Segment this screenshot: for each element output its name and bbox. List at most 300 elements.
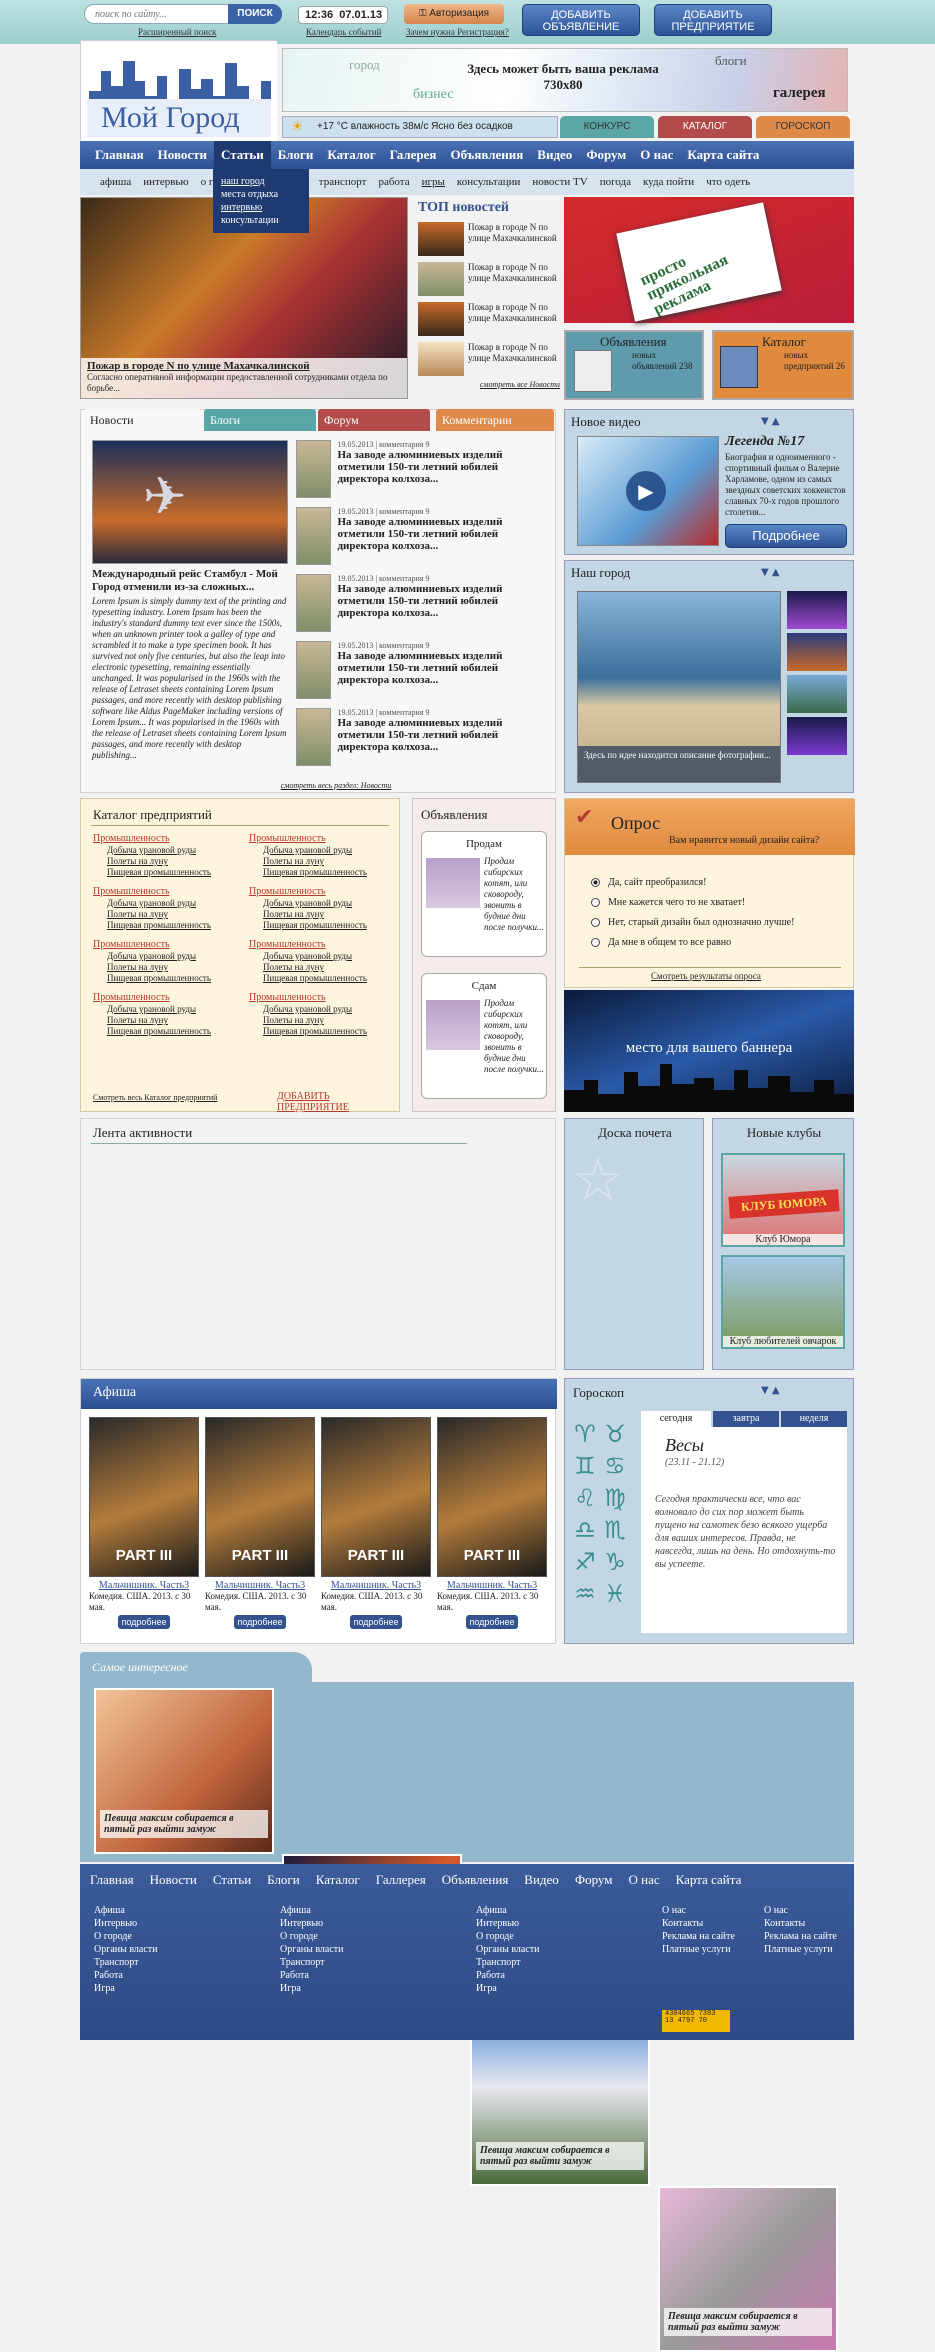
horoscope-title: Гороскоп (573, 1385, 625, 1400)
top-news (418, 200, 560, 400)
site-logo[interactable] (80, 40, 276, 140)
dropdown-item[interactable]: интервью (221, 202, 263, 213)
ad-word-business: бизнес (413, 87, 454, 102)
footer-link[interactable]: Транспорт (94, 1957, 139, 1968)
weather-text: +17 °C влажность 38м/с Ясно без осадков (317, 121, 513, 132)
interesting-item[interactable] (658, 2186, 838, 2352)
top-news-item[interactable]: Пожар в городе N по улице Махачкалинской (468, 342, 557, 363)
movie-title[interactable]: Мальчишник. Часть3 (98, 1580, 190, 1591)
tab-blogs[interactable]: Блоги (204, 409, 316, 431)
footer-link[interactable]: Интервью (280, 1918, 324, 1929)
poll-option-label: Да, сайт преобразился! (608, 877, 707, 888)
movie-desc: Комедия. США. 2013. с 30 мая. (321, 1591, 423, 1612)
movie-title[interactable]: Мальчишник. Часть3 (330, 1580, 422, 1591)
afisha-panel (80, 1378, 556, 1644)
add-company-button[interactable]: ДОБАВИТЬ ПРЕДПРИЯТИЕ (654, 4, 772, 36)
search-input[interactable] (85, 5, 225, 23)
main-nav (80, 141, 854, 169)
footer-nav (80, 1864, 854, 1888)
news-title[interactable]: На заводе алюминиевых изделий отметили 150-ти летний юбилей директора колхоза... (337, 650, 503, 686)
announcement-thumb[interactable] (426, 858, 480, 908)
poll-option-label: Да мне в общем то все равно (608, 937, 732, 948)
zodiac-grid (571, 1419, 635, 1609)
poll-option[interactable] (591, 877, 794, 888)
more-button[interactable]: подробнее (350, 1615, 402, 1629)
footer-link[interactable]: О нас (764, 1905, 788, 1916)
news-meta: 19.05.2013 | комментария 9 (337, 574, 430, 583)
catalog-sub[interactable]: Пищевая промышленность (263, 920, 367, 930)
movie-title[interactable]: Мальчишник. Часть3 (214, 1580, 306, 1591)
nav-home[interactable]: Главная (95, 147, 144, 162)
news-title[interactable]: На заводе алюминиевых изделий отметили 150-ти летний юбилей директора колхоза... (337, 583, 503, 619)
footer-col-3 (476, 1904, 540, 1995)
interesting-item[interactable] (94, 1688, 274, 1854)
movie-poster[interactable] (437, 1417, 547, 1577)
news-thumb[interactable] (418, 262, 464, 296)
footer-col-4 (662, 1904, 735, 1956)
calendar-link[interactable]: Календарь событий (306, 27, 382, 37)
news-thumb[interactable] (296, 708, 331, 766)
main-news-title[interactable]: Международный рейс Стамбул - Мой Город отменили из-за сложных... (92, 568, 278, 593)
footer-link[interactable]: Органы власти (280, 1944, 344, 1955)
poll-options (591, 877, 794, 957)
video-thumbnail[interactable] (577, 436, 719, 546)
catalog-sub[interactable]: Добыча урановой руды (107, 898, 197, 908)
footer-link[interactable]: Органы власти (94, 1944, 158, 1955)
nav-news[interactable]: Новости (157, 147, 208, 162)
honor-board-panel (564, 1118, 704, 1370)
footer-link[interactable]: Интервью (94, 1918, 138, 1929)
news-item[interactable] (296, 708, 550, 766)
logo-text: Мой Город (101, 101, 240, 134)
city-title: Наш город (571, 565, 631, 580)
afisha-item[interactable] (89, 1417, 199, 1629)
subnav-item[interactable]: транспорт (318, 176, 367, 188)
catalog-sub[interactable]: Полеты на луну (263, 856, 324, 866)
banner-placeholder[interactable] (564, 990, 854, 1112)
video-panel (564, 409, 854, 555)
announcement-text: Продам сибирских котят, или сковороду, звонить в будние дни после получки... (484, 856, 544, 932)
city-thumb[interactable] (787, 591, 847, 629)
catalog-category[interactable]: Промышленность (249, 992, 326, 1003)
news-meta: 19.05.2013 | комментария 9 (337, 641, 430, 650)
poll-results-link[interactable]: Смотреть результаты опроса (651, 971, 761, 981)
ad-word-blogs: блоги (715, 53, 747, 68)
interesting-caption[interactable]: Певица максим собирается в пятый раз выйти замуж (100, 1810, 268, 1838)
tab-horoscope[interactable]: ГОРОСКОП (756, 116, 850, 138)
catalog-box-text: новых предприятий 26 (784, 350, 845, 371)
footer-nav-item[interactable]: Карта сайта (675, 1872, 742, 1887)
header-ad-banner[interactable] (282, 48, 848, 112)
catalog-sub[interactable]: Полеты на луну (107, 962, 168, 972)
poster-label: PART III (463, 1547, 521, 1564)
catalog-sub[interactable]: Пищевая промышленность (263, 867, 367, 877)
gemini-icon[interactable]: ♊ (574, 1452, 596, 1480)
news-thumb[interactable] (296, 574, 331, 632)
news-title[interactable]: На заводе алюминиевых изделий отметили 150-ти летний юбилей директора колхоза... (337, 516, 503, 552)
video-name[interactable]: Легенда №17 (725, 434, 805, 449)
radio-button[interactable] (591, 918, 600, 927)
tab-news[interactable]: Новости (84, 409, 202, 431)
subnav-item[interactable]: афиша (100, 176, 132, 188)
movie-poster[interactable] (89, 1417, 199, 1577)
advanced-search-link[interactable]: Расширенный поиск (138, 27, 217, 37)
arrows-icon[interactable]: ▼ ▲ (761, 1385, 780, 1396)
time: 12:36 (305, 9, 334, 21)
footer-link[interactable]: О городе (280, 1931, 318, 1942)
poll-panel (564, 798, 854, 988)
nav-about[interactable]: О нас (640, 147, 674, 162)
catalog-category[interactable]: Промышленность (93, 833, 170, 844)
footer-nav-item[interactable]: О нас (628, 1872, 660, 1887)
subnav-item[interactable]: о г (200, 176, 214, 188)
tab-contest[interactable]: КОНКУРС (560, 116, 654, 138)
club-logo-text: КЛУБ ЮМОРА (728, 1189, 839, 1219)
auth-button[interactable] (404, 4, 504, 24)
afisha-header (81, 1379, 557, 1409)
catalog-sub[interactable]: Добыча урановой руды (107, 951, 197, 961)
weather-bar (282, 116, 558, 138)
catalog-sub[interactable]: Пищевая промышленность (263, 1026, 367, 1036)
aries-icon[interactable]: ♈ (574, 1420, 596, 1448)
footer-link[interactable]: Реклама на сайте (764, 1931, 837, 1942)
ads-box[interactable] (564, 330, 704, 400)
footer-nav-item[interactable]: Форум (574, 1872, 613, 1887)
ad-line2: 730х80 (543, 77, 583, 92)
dropdown-item[interactable]: наш город (221, 176, 265, 187)
magnifier-icon (574, 350, 612, 392)
news-thumb[interactable] (296, 440, 331, 498)
ad-word-city: город (349, 57, 380, 72)
horoscope-sign: Весы (665, 1435, 704, 1455)
subnav-item[interactable]: новости TV (532, 176, 588, 188)
tab-catalog[interactable]: КАТАЛОГ (658, 116, 752, 138)
footer-link[interactable]: Транспорт (280, 1957, 325, 1968)
nav-gallery[interactable]: Галерея (389, 147, 437, 162)
buildings-icon (720, 346, 758, 388)
movie-poster[interactable] (205, 1417, 315, 1577)
articles-dropdown (213, 169, 309, 233)
news-thumb[interactable] (296, 507, 331, 565)
footer-link[interactable]: О городе (94, 1931, 132, 1942)
catalog-sub[interactable]: Полеты на луну (263, 1015, 324, 1025)
catalog-category[interactable]: Промышленность (249, 886, 326, 897)
catalog-sub[interactable]: Полеты на луну (107, 856, 168, 866)
movie-desc: Комедия. США. 2013. с 30 мая. (205, 1591, 307, 1612)
subnav-item[interactable]: погода (599, 176, 631, 188)
announcement-label: Сдам (471, 980, 497, 992)
club-card[interactable] (721, 1153, 845, 1247)
hero-title[interactable]: Пожар в городе N по улице Махачкалинской (87, 360, 310, 372)
announcements-title: Объявления (421, 807, 488, 822)
poster-label: PART III (347, 1547, 405, 1564)
news-thumb[interactable] (418, 302, 464, 336)
catalog-category[interactable]: Промышленность (93, 886, 170, 897)
more-button[interactable]: подробнее (234, 1615, 286, 1629)
subnav-item[interactable]: интервью (143, 176, 189, 188)
libra-icon[interactable]: ♎ (574, 1516, 596, 1544)
tab-forum[interactable]: Форум (318, 409, 430, 431)
news-item[interactable] (296, 507, 550, 565)
aquarius-icon[interactable]: ♒ (574, 1580, 596, 1608)
club-name: Клуб любителей овчарок (723, 1336, 843, 1347)
promo-text: просто прикольная реклама (637, 251, 731, 319)
poll-header (565, 799, 855, 855)
tab-comments[interactable]: Комментарии (436, 409, 554, 431)
catalog-sub[interactable]: Пищевая промышленность (107, 1026, 211, 1036)
top-news-title: ТОП новостей (418, 200, 509, 215)
news-title[interactable]: На заводе алюминиевых изделий отметили 150-ти летний юбилей директора колхоза... (337, 717, 503, 753)
announcement-label: Продам (465, 838, 503, 850)
city-thumb[interactable] (787, 675, 847, 713)
subnav-item[interactable]: игры (421, 176, 445, 188)
sagittarius-icon[interactable]: ♐ (574, 1548, 596, 1576)
top-news-see-all[interactable]: смотреть все Новости (479, 380, 560, 389)
top-news-item[interactable]: Пожар в городе N по улице Махачкалинской (468, 302, 557, 323)
nav-catalog[interactable]: Каталог (327, 147, 376, 162)
catalog-sub[interactable]: Добыча урановой руды (107, 1004, 197, 1014)
radio-button[interactable] (591, 898, 600, 907)
skyline-silhouette (564, 1050, 854, 1112)
subnav-item[interactable]: консультации (456, 176, 521, 188)
nav-video[interactable]: Видео (537, 147, 573, 162)
footer-nav-item[interactable]: Каталог (315, 1872, 360, 1887)
footer-nav-item[interactable]: Галлерея (375, 1872, 426, 1887)
catalog-sub[interactable]: Добыча урановой руды (263, 845, 353, 855)
footer-link[interactable]: О нас (662, 1905, 686, 1916)
city-thumb[interactable] (787, 717, 847, 755)
catalog-sub[interactable]: Полеты на луну (107, 909, 168, 919)
radio-button[interactable] (591, 938, 600, 947)
catalog-sub[interactable]: Пищевая промышленность (107, 867, 211, 877)
news-thumb[interactable] (296, 641, 331, 699)
catalog-category[interactable]: Промышленность (93, 992, 170, 1003)
catalog-box[interactable] (712, 330, 854, 400)
catalog-category[interactable]: Промышленность (249, 833, 326, 844)
footer-link[interactable]: Афиша (280, 1905, 311, 1916)
catalog-add-link[interactable]: ДОБАВИТЬ ПРЕДПРИЯТИЕ (277, 1091, 349, 1113)
footer-link[interactable]: Игра (476, 1983, 497, 1994)
nav-articles[interactable]: Статьи (214, 141, 271, 169)
afisha-item[interactable] (205, 1417, 315, 1629)
footer-col-1 (94, 1904, 158, 1995)
nav-forum[interactable]: Форум (586, 147, 627, 162)
news-thumb[interactable] (418, 222, 464, 256)
footer-link[interactable]: Контакты (764, 1918, 806, 1929)
horoscope-content (641, 1427, 847, 1633)
announcements-panel (412, 798, 556, 1112)
why-register-link[interactable]: Зачем нужна Регистрация? (406, 27, 509, 37)
news-item[interactable] (296, 574, 550, 632)
catalog-sub[interactable]: Добыча урановой руды (263, 1004, 353, 1014)
activity-panel (80, 1118, 556, 1370)
catalog-category[interactable]: Промышленность (93, 939, 170, 950)
city-thumb[interactable] (787, 633, 847, 671)
site-counter[interactable]: 4304665 7383 13 4797 70 (662, 2010, 730, 2032)
catalog-sub[interactable]: Добыча урановой руды (107, 845, 197, 855)
cancer-icon[interactable]: ♋ (604, 1452, 626, 1480)
horoscope-text: Сегодня практически все, что вас волновало до сих пор может быть пущено на самотек безо всякого ущерба для ваших интересов. Правда, не навсегда, лишь на день. Но отдохнуть-то вы успеете. (655, 1494, 836, 1570)
more-button[interactable]: подробнее (466, 1615, 518, 1629)
footer-link[interactable]: Игра (280, 1983, 301, 1994)
more-button[interactable]: подробнее (118, 1615, 170, 1629)
horoscope-tab-tomorrow[interactable]: завтра (713, 1411, 779, 1427)
honor-board-title: Доска почета (598, 1125, 672, 1140)
news-list (296, 440, 550, 775)
footer-nav-item[interactable]: Видео (524, 1872, 559, 1887)
news-title[interactable]: На заводе алюминиевых изделий отметили 150-ти летний юбилей директора колхоза... (337, 449, 503, 485)
ads-box-title: Объявления (600, 334, 667, 349)
footer-link[interactable]: Афиша (476, 1905, 507, 1916)
catalog-panel (80, 798, 400, 1112)
news-see-all[interactable]: смотреть весь раздел: Новости (280, 781, 392, 790)
poster-label: PART III (231, 1547, 289, 1564)
catalog-sub[interactable]: Полеты на луну (107, 1015, 168, 1025)
footer-link[interactable]: Реклама на сайте (662, 1931, 735, 1942)
poll-question: Вам нравится новый дизайн сайта? (669, 835, 820, 846)
footer-link[interactable]: Органы власти (476, 1944, 540, 1955)
arrows-icon[interactable]: ▼ ▲ (761, 416, 780, 427)
catalog-sub[interactable]: Пищевая промышленность (107, 973, 211, 983)
top-news-item[interactable]: Пожар в городе N по улице Махачкалинской (468, 262, 557, 283)
footer-nav-item[interactable]: Статьи (212, 1872, 252, 1887)
footer-link[interactable]: Игра (94, 1983, 115, 1994)
catalog-title: Каталог предприятий (93, 807, 212, 822)
nav-sitemap[interactable]: Карта сайта (687, 147, 760, 162)
club-name: Клуб Юмора (723, 1234, 843, 1245)
footer-nav-item[interactable]: Объявления (441, 1872, 509, 1887)
auth-label: Авторизация (429, 8, 490, 19)
horoscope-tab-today[interactable]: сегодня (641, 1411, 711, 1427)
virgo-icon[interactable]: ♍ (604, 1484, 626, 1512)
club-card[interactable] (721, 1255, 845, 1349)
clock (298, 6, 388, 24)
city-photo[interactable] (577, 591, 781, 783)
footer-nav-item[interactable]: Блоги (267, 1872, 300, 1887)
footer-col-5 (764, 1904, 837, 1956)
footer-link[interactable]: Транспорт (476, 1957, 521, 1968)
promo-banner[interactable] (564, 197, 854, 323)
checkmark-icon: ✔ (575, 805, 594, 830)
banner-text: место для вашего баннера (625, 1040, 793, 1056)
dropdown-item[interactable]: места отдыха (221, 189, 279, 200)
main-news-image[interactable] (92, 440, 288, 564)
search-button[interactable]: ПОИСК (228, 4, 282, 24)
catalog-box-title: Каталог (762, 334, 806, 349)
horoscope-tab-week[interactable]: неделя (781, 1411, 847, 1427)
add-ad-button[interactable]: ДОБАВИТЬ ОБЪЯВЛЕНИЕ (522, 4, 640, 36)
leo-icon[interactable]: ♌ (574, 1484, 596, 1512)
top-news-item[interactable]: Пожар в городе N по улице Махачкалинской (468, 222, 557, 243)
catalog-sub[interactable]: Полеты на луну (263, 909, 324, 919)
news-item[interactable] (296, 641, 550, 699)
activity-title: Лента активности (93, 1125, 193, 1140)
footer-link[interactable]: Интервью (476, 1918, 520, 1929)
footer-link[interactable]: Работа (476, 1970, 505, 1981)
star-icon: ☆ (571, 1145, 625, 1215)
taurus-icon[interactable]: ♉ (604, 1420, 626, 1448)
news-meta: 19.05.2013 | комментария 9 (337, 708, 430, 717)
poll-option-label: Мне кажется чего то не хватает! (608, 897, 746, 908)
scorpio-icon[interactable]: ♏ (604, 1516, 626, 1544)
footer-link[interactable]: Платные услуги (764, 1944, 833, 1955)
news-thumb[interactable] (418, 342, 464, 376)
poll-option[interactable] (591, 897, 794, 908)
footer-link[interactable]: Работа (280, 1970, 309, 1981)
footer-col-2 (280, 1904, 344, 1995)
footer-link[interactable]: Афиша (94, 1905, 125, 1916)
news-meta: 19.05.2013 | комментария 9 (337, 440, 430, 449)
movie-poster[interactable] (321, 1417, 431, 1577)
news-meta: 19.05.2013 | комментария 9 (337, 507, 430, 516)
footer (80, 1864, 854, 2040)
catalog-sub[interactable]: Полеты на луну (263, 962, 324, 972)
clubs-panel (712, 1118, 854, 1370)
announcement-thumb[interactable] (426, 1000, 480, 1050)
ads-box-text: новых объявлений 238 (632, 350, 693, 371)
nav-ads[interactable]: Объявления (450, 147, 524, 162)
catalog-col-2 (249, 833, 397, 1037)
subnav-item[interactable]: работа (378, 176, 410, 188)
radio-button[interactable] (591, 878, 600, 887)
catalog-sub[interactable]: Добыча урановой руды (263, 898, 353, 908)
weather-icon: ☀ (291, 119, 304, 135)
video-more-button[interactable]: Подробнее (725, 524, 847, 548)
movie-title[interactable]: Мальчишник. Часть3 (446, 1580, 538, 1591)
capricorn-icon[interactable]: ♑ (604, 1548, 626, 1576)
afisha-item[interactable] (437, 1417, 547, 1629)
catalog-see-all[interactable]: Смотреть весь Каталог предприятий (93, 1093, 218, 1102)
catalog-sub[interactable]: Пищевая промышленность (263, 973, 367, 983)
key-icon: ⚿ (418, 8, 427, 19)
ad-word-gallery: галерея (773, 85, 826, 101)
subnav-item[interactable]: куда пойти (642, 176, 695, 188)
interesting-item[interactable] (470, 2020, 650, 2186)
dropdown-item[interactable]: консультации (221, 215, 279, 226)
footer-nav-item[interactable]: Новости (149, 1872, 197, 1887)
arrows-icon[interactable]: ▼ ▲ (761, 567, 780, 578)
announcement-card[interactable] (421, 831, 547, 957)
video-text: Биография и одноименного - спортивный фильм о Валерие Харламове, одном из самых звездных советских хоккеистов славных 70-х годов прошлого столетия... (725, 452, 846, 517)
subnav-item[interactable]: что одеть (706, 176, 751, 188)
poll-option-label: Нет, старый дизайн был однозначно лучше! (608, 917, 795, 928)
catalog-category[interactable]: Промышленность (249, 939, 326, 950)
catalog-col-1 (93, 833, 241, 1037)
news-item[interactable] (296, 440, 550, 498)
catalog-sub[interactable]: Добыча урановой руды (263, 951, 353, 961)
afisha-item[interactable] (321, 1417, 431, 1629)
footer-link[interactable]: О городе (476, 1931, 514, 1942)
poll-option[interactable] (591, 917, 794, 928)
catalog-sub[interactable]: Пищевая промышленность (107, 920, 211, 930)
city-panel (564, 560, 854, 793)
play-icon[interactable]: ▶ (626, 471, 666, 511)
horoscope-panel (564, 1378, 854, 1644)
poll-option[interactable] (591, 937, 794, 948)
interesting-caption[interactable]: Певица максим собирается в пятый раз выйти замуж (476, 2142, 644, 2170)
footer-link[interactable]: Работа (94, 1970, 123, 1981)
main-news-body: Lorem Ipsum is simply dummy text of the printing and typesetting industry. Lorem Ipsum has been the industry's standard dummy text ever since the 1500s, when an unknown printer took a galley of type and scrambled it to make a type specimen book. It has survived not only five centuries, but also the leap into electronic typesetting, remaining essentially unchanged. It was popularised in the 1960s with the release of Letraset sheets containing Lorem Ipsum passages, and more recently with desktop publishing software like Aldus PageMaker including versions of Lorem Ipsum... It was popularised in the 1960s with the release of Letraset sheets containing Lorem Ipsum passages, and more recently with desktop publishing... (92, 596, 287, 760)
interesting-caption[interactable]: Певица максим собирается в пятый раз выйти замуж (664, 2308, 832, 2336)
pisces-icon[interactable]: ♓ (604, 1580, 626, 1608)
footer-link[interactable]: Контакты (662, 1918, 704, 1929)
movie-desc: Комедия. США. 2013. с 30 мая. (437, 1591, 539, 1612)
clubs-title: Новые клубы (746, 1125, 822, 1140)
announcement-card[interactable] (421, 973, 547, 1099)
footer-nav-item[interactable]: Главная (90, 1872, 134, 1887)
footer-link[interactable]: Платные услуги (662, 1944, 731, 1955)
nav-blogs[interactable]: Блоги (277, 147, 314, 162)
